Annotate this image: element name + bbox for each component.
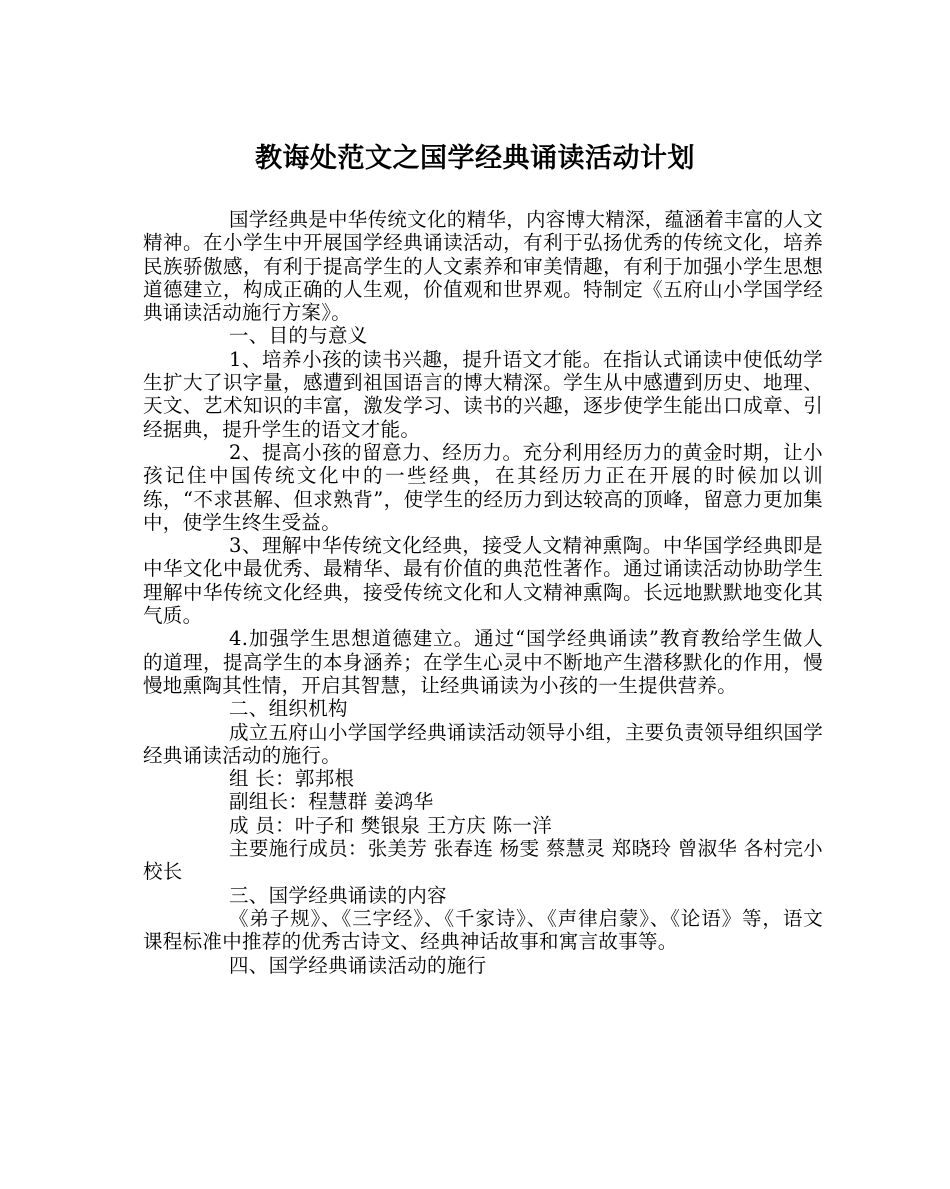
paragraph-content: 《弟子规》、《三字经》、《千家诗》、《声律启蒙》、《论语》等，语文课程标准中推荐的优秀古诗文、经典神话故事和寓言故事等。 <box>143 906 823 954</box>
paragraph-purpose-3: 3、理解中华传统文化经典，接受人文精神熏陶。中华国学经典即是中华文化中最优秀、最精华、最有价值的典范性著作。通过诵读活动协助学生理解中华传统文化经典，接受传统文化和人文精神熏陶。长远地默默地变化其气质。 <box>143 534 823 628</box>
paragraph-purpose-4: 4.加强学生思想道德建立。通过“国学经典诵读”教育教给学生做人的道理，提高学生的本身涵养；在学生心灵中不断地产生潜移默化的作用，慢慢地熏陶其性情，开启其智慧，让经典诵读为小孩的一生提供营养。 <box>143 627 823 697</box>
section-heading-content: 三、国学经典诵读的内容 <box>229 883 447 907</box>
paragraph-intro: 国学经典是中华传统文化的精华，内容博大精深，蕴涵着丰富的人文精神。在小学生中开展国学经典诵读活动，有利于弘扬优秀的传统文化，培养民族骄傲感，有利于提高学生的人文素养和审美情趣，有利于加强小学生思想道德建立，构成正确的人生观，价值观和世界观。特制定《五府山小学国学经典诵读活动施行方案》。 <box>143 208 824 325</box>
section-heading-purpose: 一、目的与意义 <box>229 324 368 348</box>
document-title: 教诲处范文之国学经典诵读活动计划 <box>255 143 695 174</box>
paragraph-purpose-2: 2、提高小孩的留意力、经历力。充分利用经历力的黄金时期，让小孩记住中国传统文化中的一些经典，在其经历力正在开展的时候加以训练，“不求甚解、但求熟背”，使学生的经历力到达较高的顶峰，留意力更加集中，使学生终生受益。 <box>143 440 823 534</box>
paragraph-organization: 成立五府山小学国学经典诵读活动领导小组，主要负责领导组织国学经典诵读活动的施行。 <box>143 720 824 767</box>
section-heading-organization: 二、组织机构 <box>229 697 348 721</box>
deputy-leader-line: 副组长：程慧群 姜鸿华 <box>229 790 434 814</box>
section-heading-implementation: 四、国学经典诵读活动的施行 <box>229 953 487 977</box>
document-body <box>143 208 823 977</box>
members-line: 成 员：叶子和 樊银泉 王方庆 陈一洋 <box>229 813 552 837</box>
paragraph-purpose-1: 1、培养小孩的读书兴趣，提升语文才能。在指认式诵读中使低幼学生扩大了识字量，感遭到祖国语言的博大精深。学生从中感遭到历史、地理、天文、艺术知识的丰富，激发学习、读书的兴趣，逐步使学生能出口成章、引经据典，提升学生的语文才能。 <box>143 347 823 441</box>
main-implementers-line: 主要施行成员：张美芳 张春连 杨雯 蔡慧灵 郑晓玲 曾淑华 各村完小校长 <box>143 837 823 884</box>
leader-line: 组 长：郭邦根 <box>229 767 355 791</box>
